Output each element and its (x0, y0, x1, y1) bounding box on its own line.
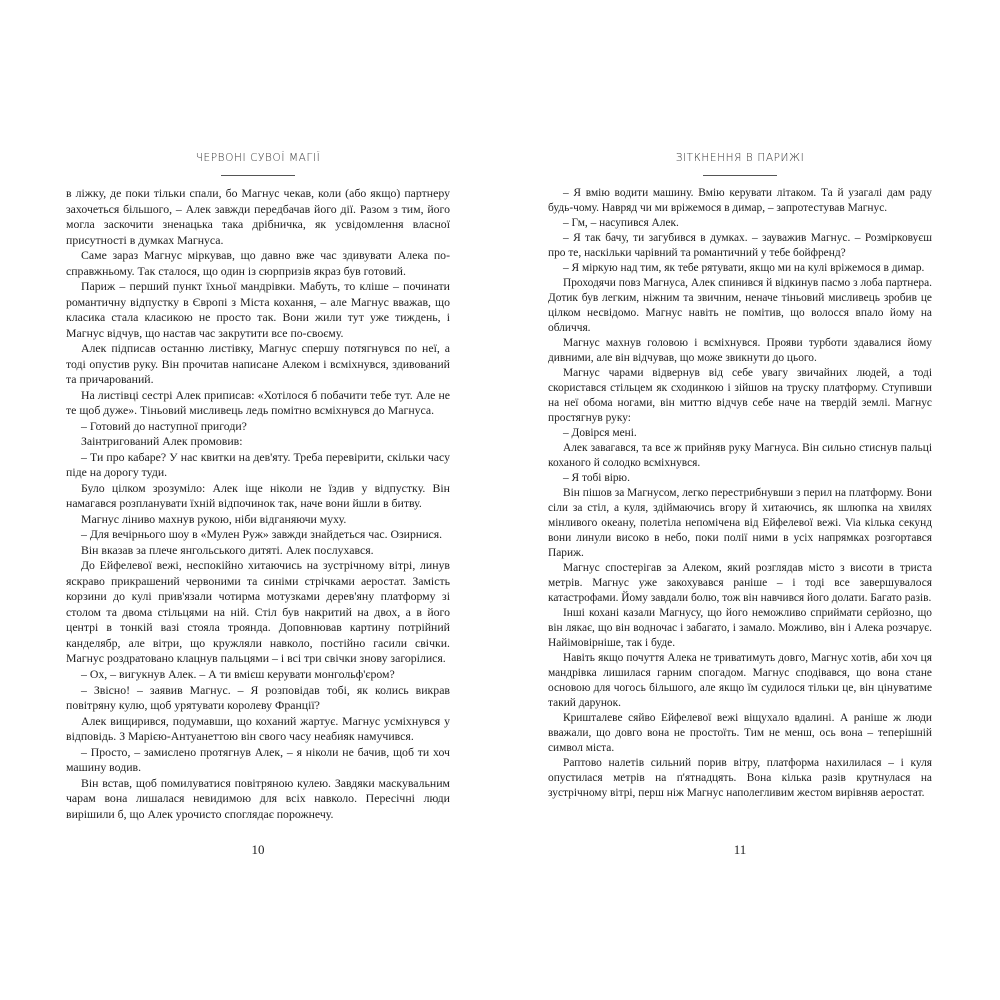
paragraph: – Для вечірнього шоу в «Мулен Руж» завжди знайдеться час. Озирнися. (81, 527, 443, 542)
paragraph: Магнус спостерігав за Алеком, який розглядав місто з висоти в триста метрів. Магнус уже закохувався раніше – і тоді все завершувалося катастрофами. Йому завдали болю, тож він навчився його долати. Багато разів. (548, 562, 932, 604)
right-page (548, 120, 932, 860)
paragraph: Він пішов за Магнусом, легко перестрибнувши з перил на платформу. Вони сіли за стіл, а куля, здіймаючись вгору й хитаючись, як шлюпка на хвилях мінливого океану, полетіла непомічена від Ейфелевої вежі. Via кілька секунд вони линули високо в небо, поки полії ними в усіх напрямках розгортався Париж. (548, 487, 932, 559)
running-head: ЧЕРВОНІ СУВОЇ МАГІЇ (195, 152, 321, 164)
paragraph: Саме зараз Магнус міркував, що давно вже час здивувати Алека по-справжньому. Так сталося, що один із сюрпризів якраз був готовий. (66, 248, 450, 278)
paragraph: – Довірся мені. (563, 427, 637, 439)
paragraph: Він встав, щоб помилуватися повітряною кулею. Завдяки маскувальним чарам вона лишалася невидимою для всіх навколо. Пересічні люди вирішили б, що Алек урочисто споглядає порожнечу. (66, 775, 450, 821)
paragraph: – Просто, – замислено протягнув Алек, – я ніколи не бачив, щоб ти хоч машину водив. (66, 744, 450, 775)
paragraph: – Я міркую над тим, як тебе рятувати, якщо ми на кулі вріжемося в димар. (563, 262, 925, 274)
head-rule-divider (221, 175, 295, 176)
paragraph: – Ох, – вигукнув Алек. – А ти вмієш керувати монгольф'єром? (81, 666, 395, 681)
paragraph: Париж – перший пункт їхньої мандрівки. Мабуть, то кліше – починати романтичну відпустку в Європі з Міста кохання, – але Магнус вважав, що класика стала класикою не просто так. Вони жили тут уже тиждень, і Магнус відчув, що настав час закрутити все по-своєму. (66, 279, 450, 340)
paragraph: – Готовий до наступної пригоди? (81, 418, 247, 433)
paragraph: – Ти про кабаре? У нас квитки на дев'яту. Треба перевірити, скільки часу піде на дорогу туди. (66, 449, 450, 480)
paragraph: Він вказав за плече янгольського дитяті. Алек послухався. (81, 542, 374, 557)
paragraph: На листівці сестрі Алек приписав: «Хотілося б побачити тебе тут. Але не те щоб дуже». Тіньовий мисливець ледь помітно всміхнувся до Магнуса. (66, 387, 450, 418)
paragraph: – Я тобі вірю. (563, 472, 630, 484)
left-page (66, 120, 450, 860)
page-number: 11 (733, 842, 747, 857)
paragraph: Магнус чарами відвернув від себе увагу звичайних людей, а тоді скористався стільцем як сходинкою і зійшов на труску платформу. Ступивши на неї обома ногами, він миттю відчув себе наче на твердій землі. Магнус простягнув руку: (548, 367, 932, 424)
head-rule-divider (703, 175, 777, 176)
paragraph: – Я вмію водити машину. Вмію керувати літаком. Та й узагалі дам раду будь-чому. Навряд чи ми вріжемося в димар, – запротестував Магнус. (548, 187, 932, 214)
paragraph: Магнус махнув головою і всміхнувся. Прояви турботи здавалися йому дивними, але він відчував, що може звикнути до цього. (548, 337, 932, 364)
paragraph: – Я так бачу, ти загубився в думках. – зауважив Магнус. – Розмірковуєш про те, наскільки чарівний та романтичний у тебе бойфренд? (548, 232, 932, 259)
paragraph: Алек підписав останню листівку, Магнус спершу потягнувся по неї, а тоді опустив руку. Він прочитав написане Алеком і всміхнувся, здивований та причарований. (66, 341, 450, 387)
page-number: 10 (251, 842, 265, 857)
page-body (66, 186, 450, 822)
running-head: ЗІТКНЕННЯ В ПАРИЖІ (675, 152, 805, 164)
paragraph: – Звісно! – заявив Магнус. – Я розповідав тобі, як колись викрав повітряну кулю, щоб урятувати королеву Франції? (66, 682, 450, 713)
paragraph: Раптово налетів сильний порив вітру, платформа нахилилася – і куля опустилася метрів на п'ятнадцять. Вона кілька разів крутнулася на зустрічному вітрі, перш ніж Магнус наполегливим жестом вирівняв аеростат. (548, 757, 932, 799)
page-body (548, 186, 932, 801)
paragraph: Магнус ліниво махнув рукою, ніби відганяючи муху. (81, 511, 347, 526)
paragraph: Алек завагався, та все ж прийняв руку Магнуса. Він сильно стиснув пальці коханого й солодко всміхнувся. (548, 442, 932, 469)
paragraph: Кришталеве сяйво Ейфелевої вежі віщухало вдалині. А раніше ж люди вважали, що довго вона не простоїть. Тим не менш, ось вона – теперішній символ міста. (548, 712, 932, 754)
paragraph: Інші кохані казали Магнусу, що його неможливо сприймати серйозно, що він лякає, що він водночас і забагато, і замало. Можливо, він і Алека розчарує. Найімовірніше, так і буде. (548, 607, 932, 649)
paragraph: Алек вищирився, подумавши, що коханий жартує. Магнус усміхнувся у відповідь. З Марією-Антуанеттою він свого часу неабияк намучився. (66, 713, 450, 744)
paragraph: До Ейфелевої вежі, неспокійно хитаючись на зустрічному вітрі, линув яскраво прикрашений червоними та синіми стрічками аеростат. Замість корзини до кулі прив'язали чотирма мотузками дерев'яну платформу зі столом та двома стільцями на ній. Стіл був накритий на двох, а в його центрі в тонкій вазі стояла троянда. Доповнював картину потрійний канделябр, але вітри, що кружляли навколо, постійно гасили свічки. Магнус роздратовано клацнув пальцями – і всі три свічки знову загорілися. (66, 558, 450, 666)
paragraph: в ліжку, де поки тільки спали, бо Магнус чекав, коли (або якщо) партнеру захочеться більшого, – Алек завжди передбачав його дії. Разом з тим, його могла заскочити зненацька така дрібничка, як усвідомлення власної присутності в думках Магнуса. (66, 186, 450, 247)
paragraph: Проходячи повз Магнуса, Алек спинився й відкинув пасмо з лоба партнера. Дотик був легким, ніжним та звичним, неначе тіньовий мисливець зробив це цілком несвідомо. Магнус навіть не помітив, що волосся впало йому на обличчя. (548, 277, 932, 334)
paragraph: Навіть якщо почуття Алека не триватимуть довго, Магнус хотів, аби хоч ця мандрівка лишилася гарним спогадом. Магнус сподівався, що вона стане основою для чогось більшого, але якщо їм судилося тільки це, він цінуватиме такий дарунок. (548, 652, 932, 709)
paragraph: Заінтригований Алек промовив: (81, 434, 243, 449)
paragraph: – Гм, – насупився Алек. (563, 217, 679, 229)
paragraph: Було цілком зрозуміло: Алек іще ніколи не їздив у відпустку. Він намагався розпланувати їхній відпочинок так, наче вони йшли в битву. (66, 480, 450, 511)
